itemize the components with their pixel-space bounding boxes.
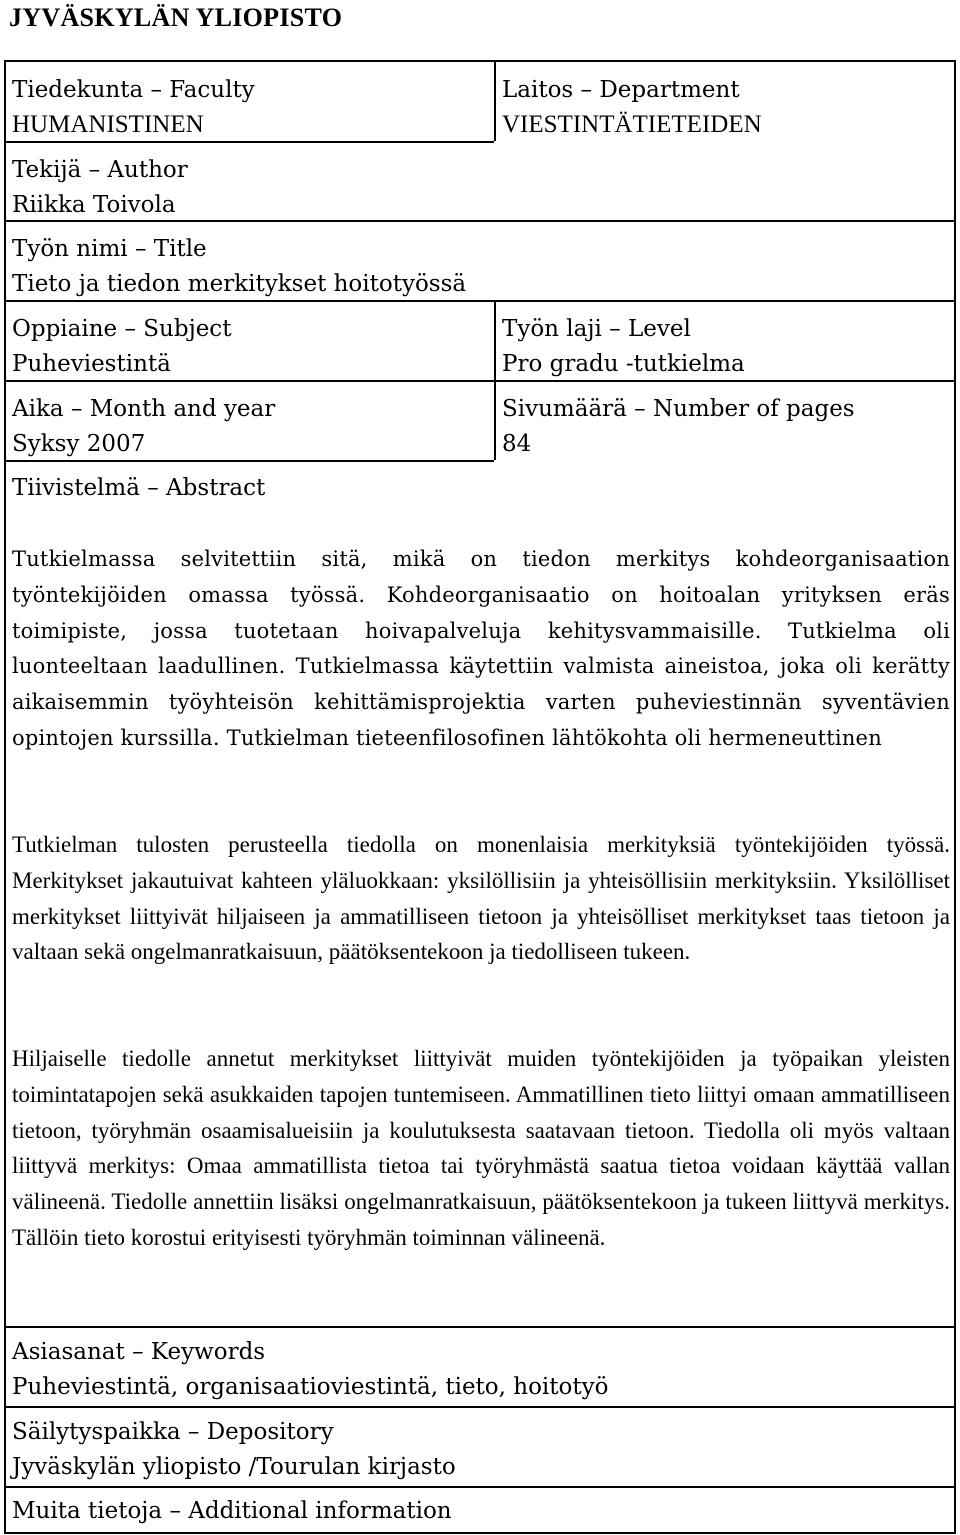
author-value: Riikka Toivola [12,192,176,218]
additional-label: Muita tietoja – Additional information [12,1498,452,1524]
university-heading: JYVÄSKYLÄN YLIOPISTO [9,3,343,32]
abstract-paragraph-2: Tutkielman tulosten perusteella tiedolla on monenlaisia merkityksiä työntekijöiden työssä. Merkitykset jakautuivat kahteen yläluokkaan: yksilöllisiin ja yhteisöllisiin merkityksiin. Yksilölliset merkitykset liittyivät hiljaiseen ja ammatilliseen tietoon ja yhteisölliset merkitykset taas tietoon ja valtaan sekä ongelmanratkaisuun, päätöksentekoon ja tiedolliseen tukeen. [12,832,950,965]
date-value: Syksy 2007 [12,431,146,457]
divider [6,1486,954,1488]
depository-value: Jyväskylän yliopisto /Tourulan kirjasto [12,1454,456,1480]
subject-label: Oppiaine – Subject [12,316,232,342]
keywords-value: Puheviestintä, organisaatioviestintä, tieto, hoitotyö [12,1374,609,1400]
subject-value: Puheviestintä [12,351,171,377]
title-label: Työn nimi – Title [12,236,207,262]
column-divider [494,62,496,141]
abstract-paragraph-1: Tutkielmassa selvitettiin sitä, mikä on tiedon merkitys kohdeorganisaation työntekijöiden omassa työssä. Kohdeorganisaatio on hoitoalan yrityksen eräs toimipiste, jossa tuotetaan hoivapalveluja kehitysvammaisille. Tutkielma oli luonteeltaan laadullinen. Tutkielmassa käytettiin valmista aineistoa, joka oli kerätty aikaisemmin työyhteisön kehittämisprojektia varten puheviestinnän syventävien opintojen kurssilla. Tutkielman tieteenfilosofinen lähtökohta oli hermeneuttinen [12,547,950,750]
divider [6,1326,954,1328]
department-value: VIESTINTÄTIETEIDEN [502,111,762,138]
abstract-form [4,60,956,1534]
pages-label: Sivumäärä – Number of pages [502,396,855,422]
keywords-label: Asiasanat – Keywords [12,1339,266,1365]
faculty-label: Tiedekunta – Faculty [12,77,255,103]
pages-value: 84 [502,431,532,457]
column-divider [494,300,496,460]
level-value: Pro gradu -tutkielma [502,351,745,377]
abstract-label: Tiivistelmä – Abstract [12,475,266,501]
divider [6,1406,954,1408]
abstract-paragraph-3: Hiljaiselle tiedolle annetut merkitykset liittyivät muiden työntekijöiden ja työpaikan yleisten toimintatapojen sekä asukkaiden tapojen tuntemiseen. Ammatillinen tieto liittyi omaan ammatilliseen tietoon, työryhmän osaamisalueisiin ja koulutuksesta saatavaan tietoon. Tiedolla oli myös valtaan liittyvä merkitys: Omaa ammatillista tietoa tai työryhmästä saatua tietoa voidaan käyttää vallan välineenä. Tiedolle annettiin lisäksi ongelmanratkaisuun, päätöksentekoon ja tukeen liittyvä merkitys. Tällöin tieto korostui erityisesti työryhmän toiminnan välineenä. [12,1046,950,1250]
depository-label: Säilytyspaikka – Depository [12,1419,334,1445]
author-label: Tekijä – Author [12,157,188,183]
department-label: Laitos – Department [502,77,740,103]
level-label: Työn laji – Level [502,316,691,342]
title-value: Tieto ja tiedon merkitykset hoitotyössä [12,271,467,297]
faculty-value: HUMANISTINEN [12,111,204,138]
date-label: Aika – Month and year [12,396,276,422]
